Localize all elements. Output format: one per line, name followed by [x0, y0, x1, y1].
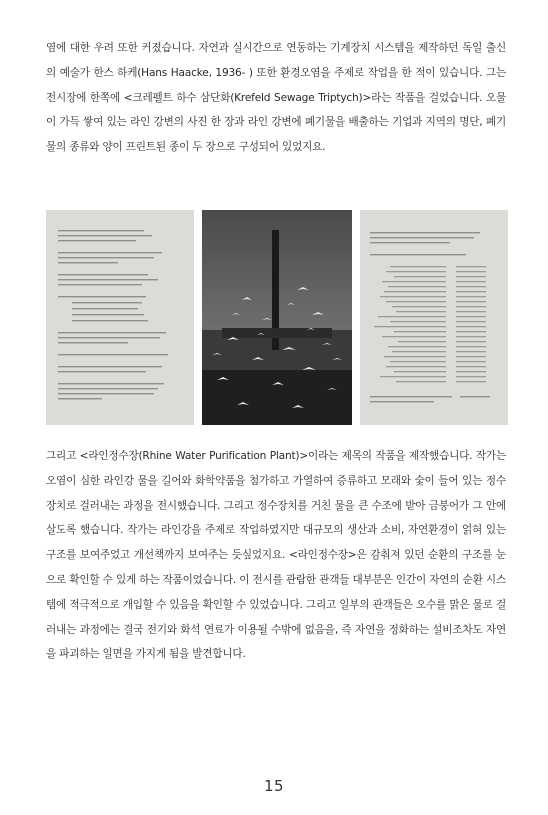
body-paragraph-1: 염에 대한 우려 또한 커졌습니다. 자연과 실시간으로 연동하는 기계장치 시스템을 제작하던 독일 출신의 예술가 한스 하케(Hans Haacke, 1936- ) 또한 환경오염을 주제로 작업을 한 적이 있습니다. 그는 전시장에 한쪽에 <크레펠트 하수 삼단화(Krefeld Sewage Triptych)>라는 작품을 걸었습니다. 오물이 가득 쌓여 있는 라인 강변의 사진 한 장과 라인 강변에 폐기물을 배출하는 기업과 지역의 명단, 폐기물의 종류와 양이 프린트된 종이 두 장으로 구성되어 있었지요. [46, 42, 506, 154]
typed-lines-right [360, 210, 508, 425]
riverbank-photo [202, 210, 352, 425]
riverbank-photo-art [202, 210, 352, 425]
page-number: 15 [263, 777, 285, 795]
typed-lines-left [46, 210, 194, 425]
typed-document-right [360, 210, 508, 425]
triptych-figure [46, 210, 508, 425]
body-paragraph-2: 그리고 <라인정수장(Rhine Water Purification Plant)>이라는 제목의 작품을 제작했습니다. 작가는 오염이 심한 라인강 물을 길어와 화학약품을 첨가하고 가열하여 증류하고 모래와 숯이 들어 있는 정수장치로 걸러내는 과정을 전시했습니다. 그리고 정수장치를 거친 물을 큰 수조에 받아 금붕어가 그 안에 살도록 했습니다. 작가는 라인강을 주제로 작업하였지만 대규모의 생산과 소비, 자연환경이 얽혀 있는 구조를 보여주었고 개선책까지 보여주는 듯싶었지요. <라인정수장>은 감춰져 있던 순환의 구조를 눈으로 확인할 수 있게 하는 작품이었습니다. 이 전시를 관람한 관객들 대부분은 인간이 자연의 순환 시스템에 적극적으로 개입할 수 있음을 확인할 수 있었습니다. 그리고 일부의 관객들은 오수를 맑은 물로 걸러내는 과정에는 결국 전기와 화석 연료가 이용될 수밖에 없음을, 즉 자연을 정화하는 설비조차도 자연을 파괴하는 일면을 가지게 됨을 발견합니다. [46, 450, 506, 661]
typed-document-left [46, 210, 194, 425]
